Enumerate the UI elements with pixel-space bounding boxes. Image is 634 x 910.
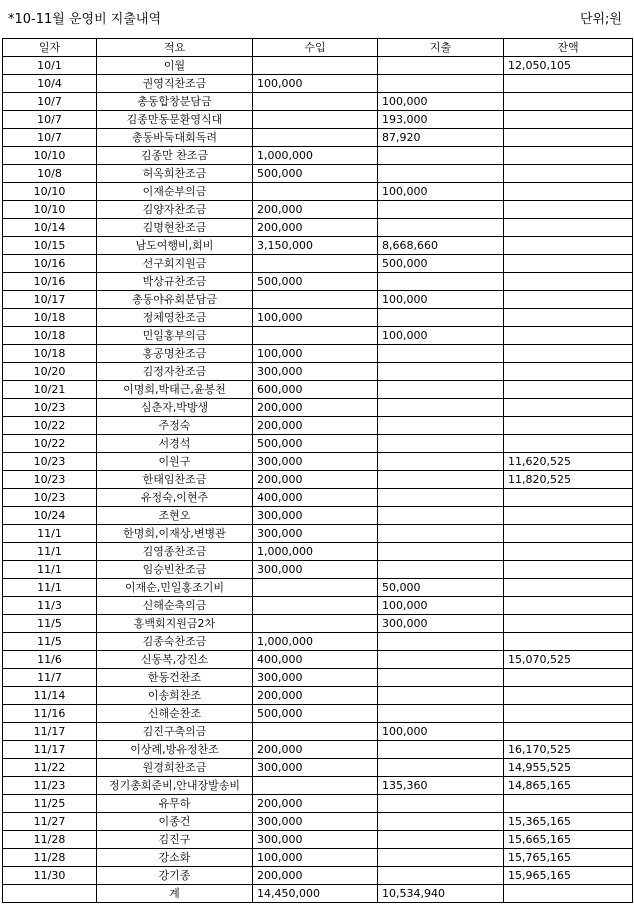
date-cell: 10/16 (3, 255, 97, 273)
income-cell (253, 291, 378, 309)
table-row (3, 327, 633, 345)
table-row (3, 867, 633, 885)
table-row (3, 489, 633, 507)
income-cell: 300,000 (253, 507, 378, 525)
table-row (3, 759, 633, 777)
date-cell: 10/16 (3, 273, 97, 291)
income-cell: 400,000 (253, 651, 378, 669)
date-cell: 10/18 (3, 327, 97, 345)
income-cell: 1,000,000 (253, 543, 378, 561)
description-cell: 민일홍부의금 (97, 327, 253, 345)
income-cell (253, 615, 378, 633)
date-cell: 11/14 (3, 687, 97, 705)
table-row (3, 525, 633, 543)
table-body (3, 57, 633, 885)
date-cell: 10/10 (3, 201, 97, 219)
date-cell: 10/10 (3, 183, 97, 201)
balance-cell: 16,170,525 (504, 741, 633, 759)
income-cell (253, 597, 378, 615)
expense-cell (378, 165, 504, 183)
date-cell: 11/3 (3, 597, 97, 615)
description-cell: 임승빈찬조금 (97, 561, 253, 579)
balance-cell (504, 633, 633, 651)
expense-cell (378, 543, 504, 561)
date-cell: 11/1 (3, 543, 97, 561)
table-row (3, 831, 633, 849)
expense-cell: 100,000 (378, 597, 504, 615)
table-header-row (3, 39, 633, 57)
expense-cell (378, 669, 504, 687)
balance-cell: 15,965,165 (504, 867, 633, 885)
balance-cell (504, 111, 633, 129)
balance-cell: 14,955,525 (504, 759, 633, 777)
header-date: 일자 (3, 39, 97, 57)
table-row (3, 669, 633, 687)
date-cell: 10/23 (3, 489, 97, 507)
income-cell: 300,000 (253, 525, 378, 543)
income-cell (253, 93, 378, 111)
table-row (3, 309, 633, 327)
date-cell: 11/25 (3, 795, 97, 813)
income-cell: 200,000 (253, 399, 378, 417)
expense-cell: 100,000 (378, 327, 504, 345)
income-cell: 1,000,000 (253, 147, 378, 165)
income-cell: 200,000 (253, 471, 378, 489)
income-cell: 200,000 (253, 687, 378, 705)
expense-cell (378, 345, 504, 363)
income-cell: 500,000 (253, 273, 378, 291)
income-cell: 1,000,000 (253, 633, 378, 651)
table-row (3, 705, 633, 723)
expense-cell (378, 147, 504, 165)
description-cell: 신해순찬조 (97, 705, 253, 723)
description-cell: 한명희,이재상,변병관 (97, 525, 253, 543)
date-cell: 10/22 (3, 417, 97, 435)
income-cell: 300,000 (253, 669, 378, 687)
balance-cell (504, 543, 633, 561)
description-cell: 김양자찬조금 (97, 201, 253, 219)
table-row (3, 201, 633, 219)
date-cell: 10/23 (3, 399, 97, 417)
description-cell: 김영종찬조금 (97, 543, 253, 561)
table-row (3, 543, 633, 561)
balance-cell (504, 147, 633, 165)
table-row (3, 183, 633, 201)
balance-cell (504, 291, 633, 309)
income-cell (253, 579, 378, 597)
balance-cell (504, 183, 633, 201)
table-row (3, 399, 633, 417)
balance-cell (504, 417, 633, 435)
description-cell: 유무하 (97, 795, 253, 813)
income-cell: 100,000 (253, 345, 378, 363)
balance-cell (504, 579, 633, 597)
description-cell: 박상규찬조금 (97, 273, 253, 291)
date-cell: 10/18 (3, 309, 97, 327)
income-cell: 200,000 (253, 867, 378, 885)
date-cell: 10/20 (3, 363, 97, 381)
table-row (3, 579, 633, 597)
expense-cell (378, 507, 504, 525)
balance-cell (504, 93, 633, 111)
table-row (3, 417, 633, 435)
description-cell: 총동바둑대회독려 (97, 129, 253, 147)
description-cell: 김정자찬조금 (97, 363, 253, 381)
table-row (3, 795, 633, 813)
balance-cell (504, 723, 633, 741)
table-row (3, 219, 633, 237)
description-cell: 이월 (97, 57, 253, 75)
description-cell: 주정숙 (97, 417, 253, 435)
date-cell: 10/1 (3, 57, 97, 75)
balance-cell (504, 381, 633, 399)
description-cell: 김종만동문환영식대 (97, 111, 253, 129)
balance-cell: 11,820,525 (504, 471, 633, 489)
table-row (3, 453, 633, 471)
income-cell: 400,000 (253, 489, 378, 507)
description-cell: 이상례,방유정찬조 (97, 741, 253, 759)
expense-cell (378, 561, 504, 579)
income-cell: 300,000 (253, 813, 378, 831)
expense-cell (378, 525, 504, 543)
total-row (3, 885, 633, 903)
expense-cell (378, 831, 504, 849)
table-row (3, 57, 633, 75)
date-cell: 11/6 (3, 651, 97, 669)
expense-cell (378, 651, 504, 669)
date-cell: 11/7 (3, 669, 97, 687)
income-cell: 200,000 (253, 741, 378, 759)
expense-cell (378, 453, 504, 471)
table-row (3, 345, 633, 363)
expense-cell (378, 363, 504, 381)
expense-cell (378, 741, 504, 759)
table-row (3, 507, 633, 525)
date-cell: 10/23 (3, 471, 97, 489)
header-expense: 지출 (378, 39, 504, 57)
description-cell: 유정숙,이현주 (97, 489, 253, 507)
balance-cell (504, 165, 633, 183)
header-description: 적요 (97, 39, 253, 57)
date-cell: 11/5 (3, 633, 97, 651)
income-cell: 300,000 (253, 363, 378, 381)
description-cell: 이재순,민일홍조기비 (97, 579, 253, 597)
expense-cell (378, 759, 504, 777)
date-cell: 10/10 (3, 147, 97, 165)
date-cell: 10/22 (3, 435, 97, 453)
expense-cell (378, 795, 504, 813)
balance-cell: 15,665,165 (504, 831, 633, 849)
income-cell (253, 723, 378, 741)
balance-cell: 11,620,525 (504, 453, 633, 471)
description-cell: 남도여행비,회비 (97, 237, 253, 255)
income-cell: 600,000 (253, 381, 378, 399)
document-title: *10-11월 운영비 지출내역 (8, 12, 162, 27)
date-cell: 10/7 (3, 93, 97, 111)
expense-table (2, 38, 633, 903)
table-row (3, 561, 633, 579)
header-balance: 잔액 (504, 39, 633, 57)
date-cell: 10/8 (3, 165, 97, 183)
income-cell: 100,000 (253, 849, 378, 867)
description-cell: 총동합창분담금 (97, 93, 253, 111)
description-cell: 총동야유회분담금 (97, 291, 253, 309)
expense-cell (378, 705, 504, 723)
table-row (3, 687, 633, 705)
table-row (3, 237, 633, 255)
table-row (3, 615, 633, 633)
date-cell: 10/24 (3, 507, 97, 525)
balance-cell (504, 435, 633, 453)
balance-cell (504, 561, 633, 579)
date-cell: 11/1 (3, 525, 97, 543)
balance-cell (504, 255, 633, 273)
balance-cell (504, 273, 633, 291)
date-cell: 11/28 (3, 831, 97, 849)
description-cell: 한동건찬조 (97, 669, 253, 687)
date-cell: 10/18 (3, 345, 97, 363)
description-cell: 원경희찬조금 (97, 759, 253, 777)
balance-cell (504, 327, 633, 345)
income-cell: 500,000 (253, 435, 378, 453)
income-cell (253, 327, 378, 345)
balance-cell (504, 201, 633, 219)
expense-cell: 500,000 (378, 255, 504, 273)
description-cell: 김명현찬조금 (97, 219, 253, 237)
date-cell: 10/14 (3, 219, 97, 237)
description-cell: 신해순축의금 (97, 597, 253, 615)
income-cell: 300,000 (253, 453, 378, 471)
balance-cell (504, 795, 633, 813)
balance-cell (504, 489, 633, 507)
expense-cell: 50,000 (378, 579, 504, 597)
expense-cell: 100,000 (378, 723, 504, 741)
date-cell: 10/21 (3, 381, 97, 399)
income-cell (253, 57, 378, 75)
date-cell: 10/4 (3, 75, 97, 93)
balance-cell (504, 75, 633, 93)
date-cell: 11/30 (3, 867, 97, 885)
total-date-cell (3, 885, 97, 903)
table-row (3, 165, 633, 183)
expense-cell (378, 633, 504, 651)
table-row (3, 93, 633, 111)
income-cell: 200,000 (253, 795, 378, 813)
description-cell: 김진구축의금 (97, 723, 253, 741)
description-cell: 강소화 (97, 849, 253, 867)
income-cell (253, 777, 378, 795)
description-cell: 서경석 (97, 435, 253, 453)
table-row (3, 597, 633, 615)
total-expense: 10,534,940 (378, 885, 504, 903)
table-row (3, 633, 633, 651)
date-cell: 11/27 (3, 813, 97, 831)
balance-cell (504, 345, 633, 363)
income-cell (253, 183, 378, 201)
balance-cell (504, 129, 633, 147)
description-cell: 이명희,박태근,윤봉천 (97, 381, 253, 399)
description-cell: 이원구 (97, 453, 253, 471)
date-cell: 11/16 (3, 705, 97, 723)
date-cell: 10/17 (3, 291, 97, 309)
description-cell: 홍공명찬조금 (97, 345, 253, 363)
expense-cell: 193,000 (378, 111, 504, 129)
balance-cell (504, 597, 633, 615)
description-cell: 신동복,강진소 (97, 651, 253, 669)
table-row (3, 651, 633, 669)
expense-cell (378, 435, 504, 453)
expense-cell: 87,920 (378, 129, 504, 147)
total-income: 14,450,000 (253, 885, 378, 903)
income-cell: 200,000 (253, 201, 378, 219)
expense-cell (378, 75, 504, 93)
table-row (3, 777, 633, 795)
expense-cell: 100,000 (378, 291, 504, 309)
balance-cell (504, 669, 633, 687)
date-cell: 11/1 (3, 561, 97, 579)
date-cell: 10/7 (3, 129, 97, 147)
description-cell: 한태임찬조금 (97, 471, 253, 489)
balance-cell (504, 363, 633, 381)
table-row (3, 291, 633, 309)
income-cell: 300,000 (253, 831, 378, 849)
expense-cell (378, 867, 504, 885)
expense-cell (378, 813, 504, 831)
date-cell: 11/17 (3, 723, 97, 741)
income-cell: 300,000 (253, 561, 378, 579)
expense-cell (378, 309, 504, 327)
description-cell: 이종건 (97, 813, 253, 831)
balance-cell: 15,765,165 (504, 849, 633, 867)
expense-cell: 100,000 (378, 93, 504, 111)
date-cell: 11/23 (3, 777, 97, 795)
total-balance (504, 885, 633, 903)
expense-cell (378, 489, 504, 507)
income-cell: 500,000 (253, 165, 378, 183)
balance-cell (504, 687, 633, 705)
table-row (3, 147, 633, 165)
description-cell: 정체영찬조금 (97, 309, 253, 327)
description-cell: 허옥희찬조금 (97, 165, 253, 183)
balance-cell (504, 399, 633, 417)
date-cell: 11/28 (3, 849, 97, 867)
expense-cell (378, 471, 504, 489)
balance-cell (504, 705, 633, 723)
table-row (3, 813, 633, 831)
balance-cell (504, 237, 633, 255)
description-cell: 정기총회준비,안내장발송비 (97, 777, 253, 795)
table-row (3, 723, 633, 741)
expense-cell (378, 399, 504, 417)
expense-cell: 300,000 (378, 615, 504, 633)
table-row (3, 381, 633, 399)
expense-cell (378, 219, 504, 237)
balance-cell (504, 525, 633, 543)
date-cell: 11/5 (3, 615, 97, 633)
expense-cell (378, 201, 504, 219)
income-cell: 3,150,000 (253, 237, 378, 255)
income-cell (253, 255, 378, 273)
income-cell: 500,000 (253, 705, 378, 723)
table-row (3, 129, 633, 147)
income-cell: 300,000 (253, 759, 378, 777)
date-cell: 10/23 (3, 453, 97, 471)
table-row (3, 471, 633, 489)
date-cell: 11/17 (3, 741, 97, 759)
description-cell: 선구회지원금 (97, 255, 253, 273)
description-cell: 김종만 찬조금 (97, 147, 253, 165)
description-cell: 권영직찬조금 (97, 75, 253, 93)
description-cell: 조현오 (97, 507, 253, 525)
expense-cell (378, 381, 504, 399)
income-cell: 100,000 (253, 309, 378, 327)
table-row (3, 741, 633, 759)
expense-cell: 135,360 (378, 777, 504, 795)
description-cell: 강기종 (97, 867, 253, 885)
table-row (3, 75, 633, 93)
table-row (3, 255, 633, 273)
table-row (3, 849, 633, 867)
description-cell: 이송희찬조 (97, 687, 253, 705)
table-row (3, 273, 633, 291)
balance-cell: 15,070,525 (504, 651, 633, 669)
expense-cell (378, 849, 504, 867)
table-row (3, 111, 633, 129)
unit-label: 단위;원 (579, 12, 622, 27)
table-row (3, 363, 633, 381)
income-cell: 200,000 (253, 417, 378, 435)
income-cell: 200,000 (253, 219, 378, 237)
expense-cell: 8,668,660 (378, 237, 504, 255)
balance-cell (504, 219, 633, 237)
income-cell (253, 111, 378, 129)
description-cell: 심춘자,박방생 (97, 399, 253, 417)
table-row (3, 435, 633, 453)
expense-cell (378, 57, 504, 75)
date-cell: 11/1 (3, 579, 97, 597)
date-cell: 11/22 (3, 759, 97, 777)
description-cell: 홍백회지원금2차 (97, 615, 253, 633)
expense-cell (378, 273, 504, 291)
balance-cell (504, 507, 633, 525)
description-cell: 김종숙찬조금 (97, 633, 253, 651)
expense-cell (378, 417, 504, 435)
balance-cell (504, 615, 633, 633)
total-label: 계 (97, 885, 253, 903)
income-cell (253, 129, 378, 147)
balance-cell: 12,050,105 (504, 57, 633, 75)
date-cell: 10/7 (3, 111, 97, 129)
description-cell: 이재순부의금 (97, 183, 253, 201)
balance-cell: 15,365,165 (504, 813, 633, 831)
balance-cell (504, 309, 633, 327)
date-cell: 10/15 (3, 237, 97, 255)
header-income: 수입 (253, 39, 378, 57)
description-cell: 김진구 (97, 831, 253, 849)
expense-cell (378, 687, 504, 705)
balance-cell: 14,865,165 (504, 777, 633, 795)
expense-cell: 100,000 (378, 183, 504, 201)
income-cell: 100,000 (253, 75, 378, 93)
